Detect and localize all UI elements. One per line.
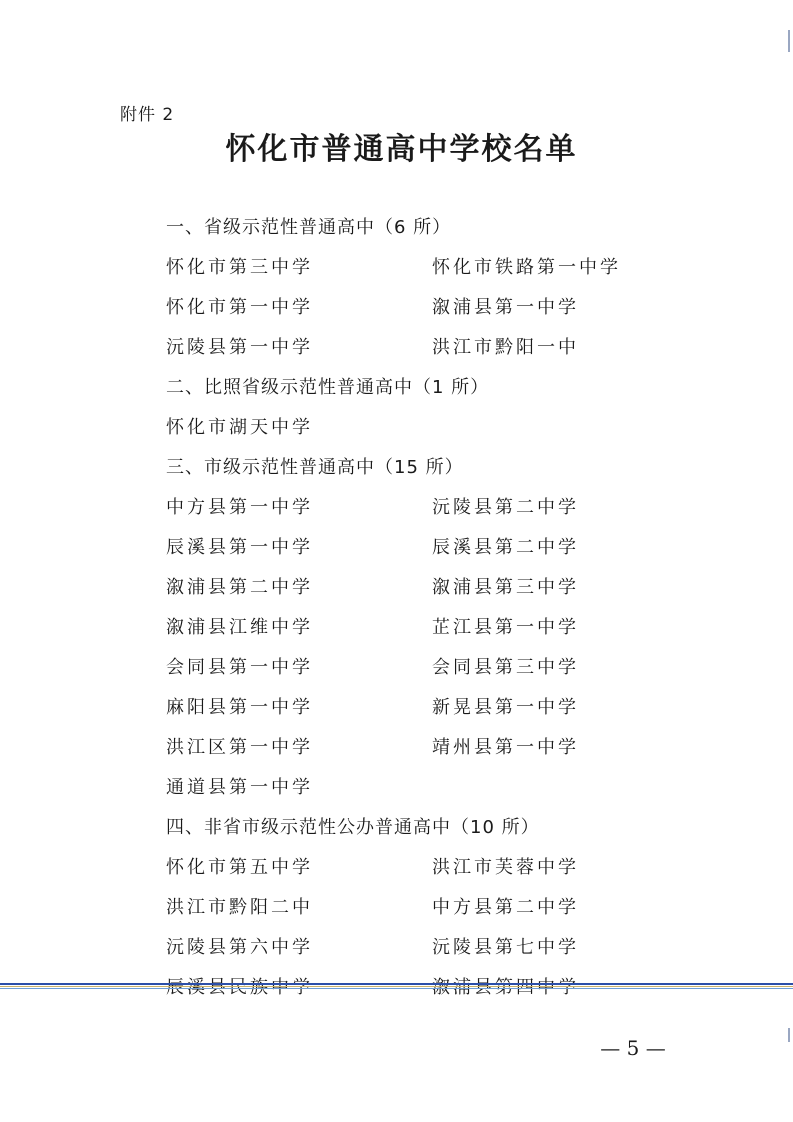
school-name: 洪江市芙蓉中学 — [432, 857, 579, 878]
school-name: 怀化市湖天中学 — [166, 417, 313, 438]
list-row — [166, 568, 726, 608]
section-heading: 三、市级示范性普通高中（15 所） — [166, 457, 464, 478]
list-row — [166, 408, 726, 448]
school-name: 新晃县第一中学 — [432, 697, 579, 718]
school-name: 通道县第一中学 — [166, 777, 313, 798]
list-row — [166, 288, 726, 328]
school-list — [166, 208, 726, 1008]
section-heading: 二、比照省级示范性普通高中（1 所） — [166, 377, 490, 398]
school-name: 怀化市第五中学 — [166, 857, 313, 878]
list-row — [166, 848, 726, 888]
list-row — [166, 608, 726, 648]
school-name: 怀化市铁路第一中学 — [432, 257, 621, 278]
school-name: 洪江市黔阳二中 — [166, 897, 313, 918]
school-name: 怀化市第三中学 — [166, 257, 313, 278]
school-name: 沅陵县第七中学 — [432, 937, 579, 958]
school-name: 溆浦县第二中学 — [166, 577, 313, 598]
school-name: 沅陵县第六中学 — [166, 937, 313, 958]
school-name: 会同县第三中学 — [432, 657, 579, 678]
school-name: 洪江区第一中学 — [166, 737, 313, 758]
scan-edge-mark — [788, 1028, 790, 1042]
page-divider-rule — [0, 983, 793, 989]
list-row — [166, 888, 726, 928]
school-name: 靖州县第一中学 — [432, 737, 579, 758]
school-name: 中方县第二中学 — [432, 897, 579, 918]
school-name: 怀化市第一中学 — [166, 297, 313, 318]
list-row — [166, 248, 726, 288]
list-row — [166, 768, 726, 808]
school-name: 会同县第一中学 — [166, 657, 313, 678]
document-title: 怀化市普通高中学校名单 — [225, 132, 578, 167]
school-name: 辰溪县第一中学 — [166, 537, 313, 558]
school-name: 溆浦县第三中学 — [432, 577, 579, 598]
school-name: 溆浦县第一中学 — [432, 297, 579, 318]
school-name: 中方县第一中学 — [166, 497, 313, 518]
school-name: 溆浦县江维中学 — [166, 617, 313, 638]
school-name: 洪江市黔阳一中 — [432, 337, 579, 358]
school-name: 辰溪县第二中学 — [432, 537, 579, 558]
attachment-label: 附件 2 — [120, 105, 175, 125]
school-name: 芷江县第一中学 — [432, 617, 579, 638]
list-row — [166, 728, 726, 768]
list-row — [166, 688, 726, 728]
school-name: 麻阳县第一中学 — [166, 697, 313, 718]
list-row — [166, 928, 726, 968]
list-row — [166, 648, 726, 688]
school-name: 沅陵县第一中学 — [166, 337, 313, 358]
page-number: — 5 — — [600, 1036, 666, 1060]
section-heading: 一、省级示范性普通高中（6 所） — [166, 217, 452, 238]
list-row — [166, 528, 726, 568]
school-name: 沅陵县第二中学 — [432, 497, 579, 518]
section-heading: 四、非省市级示范性公办普通高中（10 所） — [166, 817, 540, 838]
scan-edge-mark — [788, 30, 790, 52]
list-row — [166, 488, 726, 528]
list-row — [166, 328, 726, 368]
